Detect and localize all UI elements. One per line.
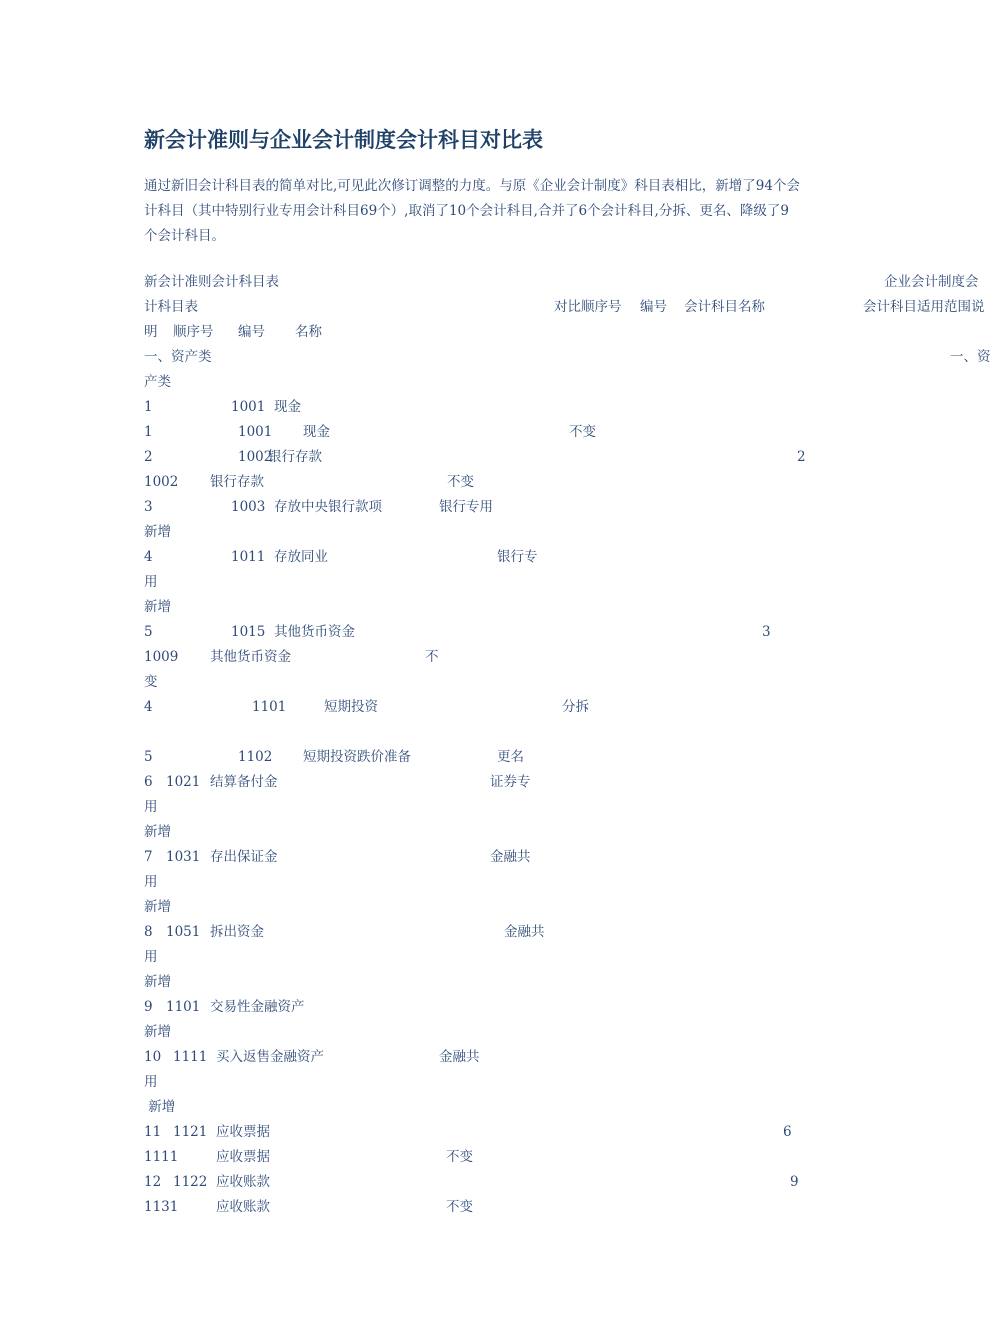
- table-cell-text: 会计科目名称: [684, 299, 765, 315]
- table-cell-text: 其他货币资金: [210, 649, 291, 665]
- table-cell-text: 1003: [231, 499, 266, 515]
- table-cell-text: 分拆: [562, 699, 589, 715]
- intro-line: 通过新旧会计科目表的简单对比,可见此次修订调整的力度。与原《企业会计制度》科目表相比，新增了94个会: [144, 178, 800, 194]
- table-cell-text: 更名: [497, 749, 524, 765]
- table-cell-text: 不变: [447, 474, 474, 490]
- table-cell-text: 4: [144, 699, 153, 715]
- table-cell-text: 不: [425, 649, 439, 665]
- table-cell-text: 应收账款: [216, 1174, 270, 1190]
- table-cell-text: 结算备付金: [210, 774, 278, 790]
- table-cell-text: 新增: [144, 974, 171, 990]
- table-cell-text: 1015: [231, 624, 266, 640]
- table-cell-text: 短期投资: [324, 699, 378, 715]
- table-cell-text: 2: [797, 449, 806, 465]
- intro-line: 计科目（其中特别行业专用会计科目69个）,取消了10个会计科目,合并了6个会计科目,分拆、更名、降级了9: [144, 203, 789, 219]
- table-cell-text: 1101: [166, 999, 201, 1015]
- table-cell-text: 应收票据: [216, 1124, 270, 1140]
- table-cell-text: 1051: [166, 924, 201, 940]
- table-cell-text: 银行专: [497, 549, 538, 565]
- table-cell-text: 一、资: [950, 349, 991, 365]
- table-cell-text: 1002: [144, 474, 179, 490]
- table-cell-text: 证券专: [490, 774, 531, 790]
- table-cell-text: 短期投资跌价准备: [303, 749, 411, 765]
- table-cell-text: 变: [144, 674, 158, 690]
- table-cell-text: 1009: [144, 649, 179, 665]
- table-cell-text: 买入返售金融资产: [216, 1049, 324, 1065]
- table-cell-text: 顺序号: [173, 324, 214, 340]
- table-cell-text: 1: [144, 424, 153, 440]
- table-cell-text: 新增: [144, 1099, 176, 1115]
- table-cell-text: 交易性金融资产: [210, 999, 305, 1015]
- intro-line: 个会计科目。: [144, 228, 225, 244]
- table-cell-text: 银行专用: [439, 499, 493, 515]
- table-cell-text: 1111: [173, 1049, 208, 1065]
- table-cell-text: 1: [144, 399, 153, 415]
- table-cell-text: 9: [790, 1174, 799, 1190]
- table-cell-text: 1121: [173, 1124, 208, 1140]
- table-cell-text: 1011: [231, 549, 266, 565]
- table-cell-text: 用: [144, 1074, 158, 1090]
- table-cell-text: 金融共: [504, 924, 545, 940]
- table-cell-text: 现金: [274, 399, 301, 415]
- table-cell-text: 用: [144, 874, 158, 890]
- table-cell-text: 4: [144, 549, 153, 565]
- table-cell-text: 1031: [166, 849, 201, 865]
- table-cell-text: 1131: [144, 1199, 179, 1215]
- table-cell-text: 10: [144, 1049, 162, 1065]
- table-cell-text: 新会计准则会计科目表: [144, 274, 279, 290]
- table-cell-text: 会计科目适用范围说: [863, 299, 985, 315]
- table-cell-text: 存出保证金: [210, 849, 278, 865]
- table-cell-text: 银行存款: [210, 474, 264, 490]
- table-cell-text: 新增: [144, 899, 171, 915]
- table-cell-text: 编号: [238, 324, 265, 340]
- table-cell-text: 应收账款: [216, 1199, 270, 1215]
- table-cell-text: 6: [783, 1124, 792, 1140]
- table-cell-text: 8: [144, 924, 153, 940]
- table-cell-text: 存放同业: [274, 549, 328, 565]
- table-cell-text: 新增: [144, 524, 171, 540]
- table-cell-text: 7: [144, 849, 153, 865]
- table-cell-text: 用: [144, 799, 158, 815]
- table-cell-text: 名称: [295, 324, 322, 340]
- table-cell-text: 1021: [166, 774, 201, 790]
- table-cell-text: 计科目表: [144, 299, 198, 315]
- table-cell-text: 用: [144, 574, 158, 590]
- table-cell-text: 6: [144, 774, 153, 790]
- table-cell-text: 9: [144, 999, 153, 1015]
- table-cell-text: 1001: [231, 399, 266, 415]
- table-cell-text: 应收票据: [216, 1149, 270, 1165]
- table-cell-text: 用: [144, 949, 158, 965]
- table-cell-text: 金融共: [490, 849, 531, 865]
- table-cell-text: 1101: [252, 699, 287, 715]
- table-cell-text: 3: [762, 624, 771, 640]
- table-cell-text: 3: [144, 499, 153, 515]
- table-cell-text: 不变: [446, 1199, 473, 1215]
- table-cell-text: 不变: [569, 424, 596, 440]
- table-cell-text: 新增: [144, 599, 171, 615]
- table-cell-text: 1122: [173, 1174, 208, 1190]
- table-cell-text: 11: [144, 1124, 162, 1140]
- table-cell-text: 其他货币资金: [274, 624, 355, 640]
- table-cell-text: 金融共: [439, 1049, 480, 1065]
- table-cell-text: 2: [144, 449, 153, 465]
- table-cell-text: 明: [144, 324, 158, 340]
- table-cell-text: 1111: [144, 1149, 179, 1165]
- table-cell-text: 编号: [640, 299, 667, 315]
- table-cell-text: 存放中央银行款项: [274, 499, 382, 515]
- table-cell-text: 对比顺序号: [554, 299, 622, 315]
- table-cell-text: 5: [144, 749, 153, 765]
- table-cell-text: 不变: [446, 1149, 473, 1165]
- table-cell-text: 新增: [144, 1024, 171, 1040]
- table-cell-text: 12: [144, 1174, 162, 1190]
- table-cell-text: 拆出资金: [210, 924, 264, 940]
- table-cell-text: 企业会计制度会: [884, 274, 979, 290]
- table-cell-text: 1002: [238, 449, 273, 465]
- table-cell-text: 1102: [238, 749, 273, 765]
- table-cell-text: 产类: [144, 374, 171, 390]
- table-cell-text: 一、资产类: [144, 349, 212, 365]
- document-title: 新会计准则与企业会计制度会计科目对比表: [144, 127, 543, 152]
- table-cell-text: 1001: [238, 424, 273, 440]
- table-cell-text: 现金: [303, 424, 330, 440]
- table-cell-text: 新增: [144, 824, 171, 840]
- table-cell-text: 5: [144, 624, 153, 640]
- table-cell-text: 银行存款: [268, 449, 322, 465]
